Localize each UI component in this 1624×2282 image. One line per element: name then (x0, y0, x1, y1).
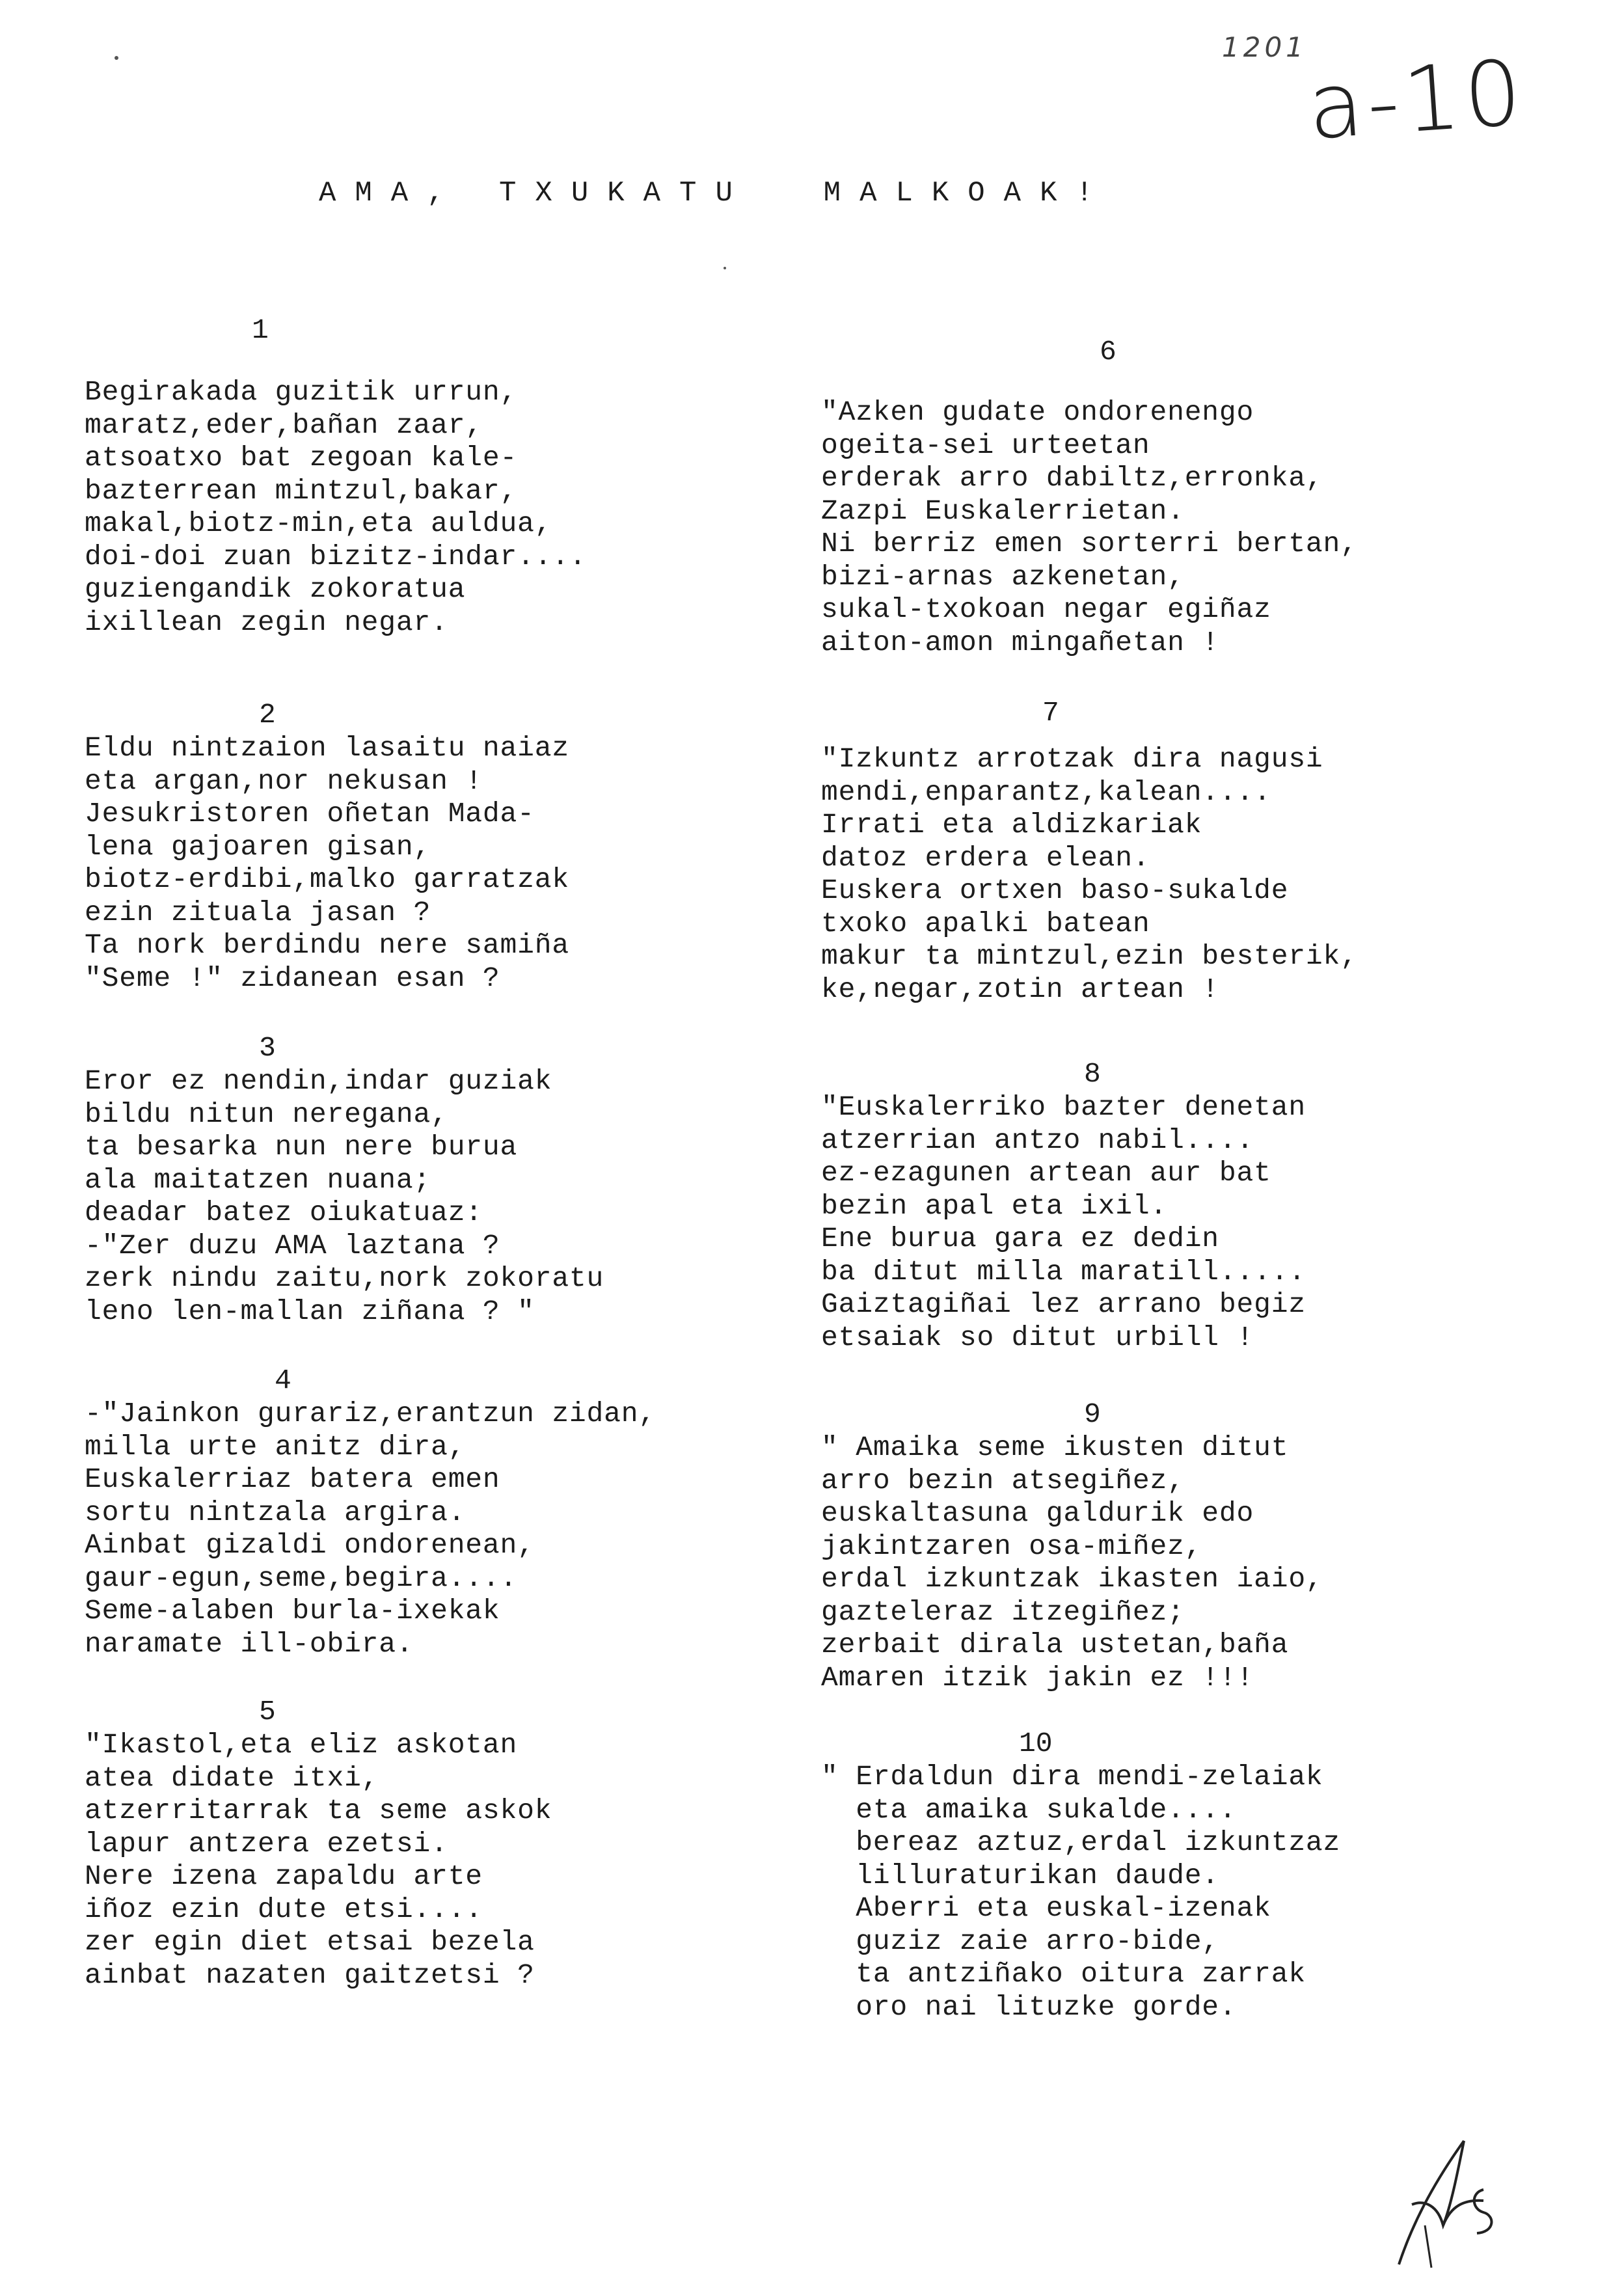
verse-line: "Ikastol,eta eliz askotan (85, 1729, 518, 1761)
verse-line: erderak arro dabiltz,erronka, (821, 462, 1323, 494)
stanza-number: 10 (1019, 1728, 1053, 1759)
verse-line: Nere izena zapaldu arte (85, 1860, 483, 1892)
verse-line: erdal izkuntzak ikasten iaio, (821, 1563, 1323, 1595)
stanza-1 (85, 314, 774, 639)
verse-line: etsaiak so ditut urbill ! (821, 1321, 1254, 1353)
verse-line: ogeita-sei urteetan (821, 429, 1150, 461)
verse-line: Eldu nintzaion lasaitu naiaz (85, 732, 569, 764)
verse-line: "Euskalerriko bazter denetan (821, 1091, 1306, 1123)
verse-line: " Amaika seme ikusten ditut (821, 1432, 1289, 1463)
stanza-number: 8 (1084, 1058, 1101, 1090)
verse-line: atsoatxo bat zegoan kale- (85, 442, 518, 474)
verse-line: aiton-amon mingañetan ! (821, 626, 1219, 659)
verse-line: lena gajoaren gisan, (85, 830, 431, 863)
verse-line: gazteleraz itzegiñez; (821, 1596, 1185, 1628)
stanza-3 (85, 1031, 774, 1328)
catalog-code: a-10 (1305, 40, 1529, 160)
stanza-number: 3 (259, 1032, 276, 1064)
verse-line: naramate ill-obira. (85, 1627, 414, 1660)
verse-line: Seme-alaben burla-ixekak (85, 1595, 500, 1627)
verse-line: ba ditut milla maratill..... (821, 1255, 1306, 1288)
archive-number: 1201 (1222, 31, 1307, 63)
verse-line: ke,negar,zotin artean ! (821, 973, 1219, 1005)
verse-line: bildu nitun neregana, (85, 1098, 448, 1130)
verse-line: -"Zer duzu AMA laztana ? (85, 1229, 500, 1262)
verse-line: deadar batez oiukatuaz: (85, 1197, 483, 1229)
verse-line: Begirakada guzitik urrun, (85, 376, 518, 408)
verse-line: euskaltasuna galdurik edo (821, 1497, 1254, 1529)
stanza-8 (821, 1057, 1511, 1354)
verse-line: eta amaika sukalde.... (821, 1793, 1237, 1826)
verse-line: ainbat nazaten gaitzetsi ? (85, 1959, 535, 1991)
verse-line: zerk nindu zaitu,nork zokoratu (85, 1262, 604, 1294)
paper-speck (724, 267, 726, 269)
verse-line: Eror ez nendin,indar guziak (85, 1065, 552, 1097)
verse-line: makal,biotz-min,eta auldua, (85, 508, 552, 539)
verse-line: lapur antzera ezetsi. (85, 1827, 448, 1860)
verse-line: ta antziñako oitura zarrak (821, 1958, 1306, 1990)
verse-line: Gaiztagiñai lez arrano begiz (821, 1288, 1306, 1320)
verse-line: gaur-egun,seme,begira.... (85, 1562, 518, 1594)
verse-line: Ainbat gizaldi ondorenean, (85, 1529, 535, 1561)
verse-line: Aberri eta euskal-izenak (821, 1892, 1271, 1924)
verse-line: Jesukristoren oñetan Mada- (85, 798, 535, 830)
verse-line: bazterrean mintzul,bakar, (85, 474, 518, 507)
handwritten-signature (1386, 2128, 1503, 2271)
stanza-7 (821, 696, 1511, 1006)
verse-line: doi-doi zuan bizitz-indar.... (85, 540, 587, 573)
verse-line: bizi-arnas azkenetan, (821, 560, 1185, 593)
verse-line: "Azken gudate ondorenengo (821, 396, 1254, 428)
stanza-number: 1 (252, 314, 269, 346)
stanza-number: 9 (1084, 1398, 1101, 1430)
verse-line: makur ta mintzul,ezin besterik, (821, 940, 1358, 972)
stanza-number: 4 (275, 1365, 291, 1396)
stanza-9 (821, 1398, 1511, 1694)
stanza-2 (85, 698, 774, 995)
verse-line: Amaren itzik jakin ez !!! (821, 1661, 1254, 1694)
verse-line: ez-ezagunen artean aur bat (821, 1157, 1271, 1189)
verse-line: atea didate itxi, (85, 1761, 379, 1794)
stanza-number: 6 (1100, 336, 1116, 368)
verse-line: datoz erdera elean. (821, 841, 1150, 874)
verse-line: Ta nork berdindu nere samiña (85, 929, 569, 961)
verse-line: guziz zaie arro-bide, (821, 1925, 1219, 1957)
verse-line: zer egin diet etsai bezela (85, 1926, 535, 1958)
verse-line: bereaz aztuz,erdal izkuntzaz (821, 1827, 1341, 1858)
stanza-4 (85, 1364, 774, 1661)
verse-line: Irrati eta aldizkariak (821, 809, 1202, 841)
stanza-6 (821, 335, 1511, 659)
verse-line: lilluraturikan daude. (821, 1859, 1219, 1892)
verse-line: Euskera ortxen baso-sukalde (821, 875, 1289, 906)
verse-line: atzerrian antzo nabil.... (821, 1124, 1254, 1156)
verse-line: Zazpi Euskalerrietan. (821, 495, 1185, 527)
verse-line: -"Jainkon gurariz,erantzun zidan, (85, 1398, 656, 1430)
verse-line: mendi,enparantz,kalean.... (821, 776, 1271, 808)
verse-line: atzerritarrak ta seme askok (85, 1795, 552, 1827)
verse-line: arro bezin atsegiñez, (821, 1464, 1185, 1497)
verse-line: zerbait dirala ustetan,baña (821, 1629, 1289, 1661)
verse-line: "Seme !" zidanean esan ? (85, 962, 500, 994)
verse-line: jakintzaren osa-miñez, (821, 1530, 1202, 1562)
stanza-number: 5 (259, 1696, 276, 1728)
verse-line: ixillean zegin negar. (85, 606, 448, 638)
verse-line: ezin zituala jasan ? (85, 896, 431, 929)
verse-line: ala maitatzen nuana; (85, 1163, 431, 1196)
stanza-5 (85, 1695, 774, 1992)
verse-line: leno len-mallan ziñana ? " (85, 1295, 535, 1327)
verse-line: Euskalerriaz batera emen (85, 1463, 500, 1495)
verse-line: ta besarka nun nere burua (85, 1131, 518, 1163)
verse-line: sortu nintzala argira. (85, 1496, 466, 1528)
verse-line: txoko apalki batean (821, 907, 1150, 940)
verse-line: biotz-erdibi,malko garratzak (85, 863, 569, 895)
verse-line: eta argan,nor nekusan ! (85, 765, 483, 797)
verse-line: bezin apal eta ixil. (821, 1189, 1168, 1222)
verse-line: "Izkuntz arrotzak dira nagusi (821, 743, 1323, 775)
stanza-10 (821, 1727, 1511, 2024)
verse-line: Ni berriz emen sorterri bertan, (821, 528, 1358, 560)
paper-speck (115, 56, 118, 60)
verse-line: Ene burua gara ez dedin (821, 1223, 1219, 1255)
verse-line: milla urte anitz dira, (85, 1430, 466, 1463)
verse-line: guziengandik zokoratua (85, 573, 466, 605)
stanza-number: 2 (259, 699, 276, 731)
stanza-number: 7 (1042, 697, 1059, 729)
verse-line: " Erdaldun dira mendi-zelaiak (821, 1761, 1323, 1793)
verse-line: sukal-txokoan negar egiñaz (821, 593, 1271, 625)
poem-title: AMA, TXUKATU MALKOAK! (319, 177, 1112, 210)
verse-line: iñoz ezin dute etsi.... (85, 1893, 483, 1925)
verse-line: oro nai lituzke gorde. (821, 1990, 1237, 2023)
verse-line: maratz,eder,bañan zaar, (85, 409, 483, 441)
